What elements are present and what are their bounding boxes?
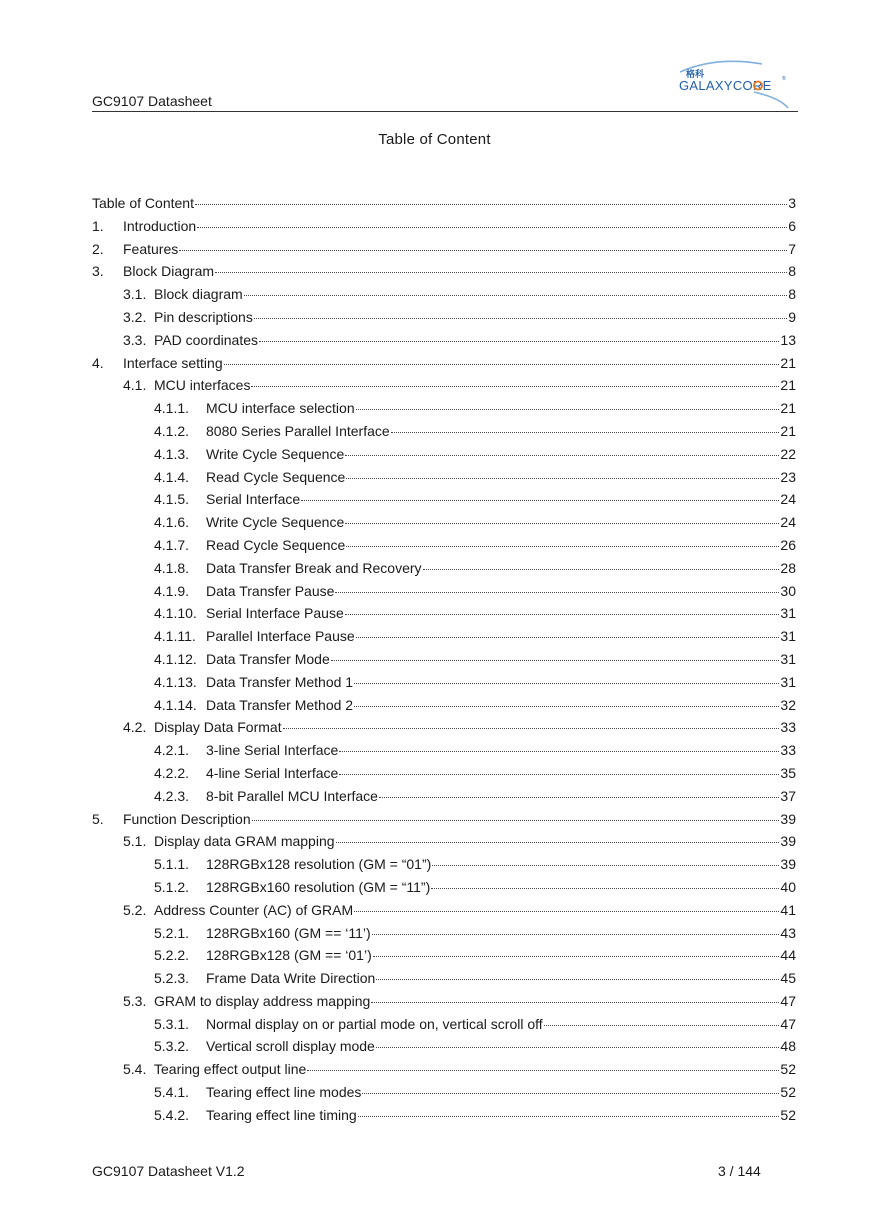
toc-entry-title: Display Data Format xyxy=(154,719,282,736)
toc-dot-leader xyxy=(354,910,779,912)
toc-entry-number: 4.1.6. xyxy=(154,514,190,531)
toc-entry[interactable] xyxy=(92,192,796,215)
toc-entry-title: Interface setting xyxy=(123,354,223,371)
toc-entry-title: Frame Data Write Direction xyxy=(206,970,376,987)
toc-entry[interactable] xyxy=(92,215,796,238)
toc-entry-page: 23 xyxy=(780,468,796,485)
toc-entry-number: 5. xyxy=(92,810,104,827)
toc-dot-leader xyxy=(379,796,779,798)
toc-entry-page: 30 xyxy=(780,582,796,599)
toc-entry-number: 4.1.9. xyxy=(154,582,190,599)
toc-entry[interactable] xyxy=(92,374,796,397)
toc-entry-title: GRAM to display address mapping xyxy=(154,992,371,1009)
toc-entry-number: 4.1.1. xyxy=(154,400,190,417)
toc-dot-leader xyxy=(259,340,779,342)
toc-entry-title: Read Cycle Sequence xyxy=(206,468,346,485)
toc-entry[interactable] xyxy=(92,944,796,967)
toc-entry-page: 52 xyxy=(780,1061,796,1078)
toc-entry[interactable] xyxy=(92,694,796,717)
toc-entry-page: 47 xyxy=(780,1015,796,1032)
toc-dot-leader xyxy=(195,203,787,205)
toc-entry[interactable] xyxy=(92,352,796,375)
toc-dot-leader xyxy=(215,271,787,273)
toc-entry-page: 21 xyxy=(780,354,796,371)
toc-entry[interactable] xyxy=(92,671,796,694)
toc-entry-page: 26 xyxy=(780,536,796,553)
toc-entry-title: Data Transfer Mode xyxy=(206,650,330,667)
toc-entry-number: 5.3.2. xyxy=(154,1038,190,1055)
toc-entry[interactable] xyxy=(92,922,796,945)
toc-entry-number: 5.2.2. xyxy=(154,947,190,964)
toc-dot-leader xyxy=(252,819,780,821)
toc-entry-page: 33 xyxy=(780,719,796,736)
toc-entry[interactable] xyxy=(92,557,796,580)
toc-entry-number: 5.4. xyxy=(123,1061,147,1078)
toc-entry-number: 3.2. xyxy=(123,308,147,325)
toc-entry-page: 39 xyxy=(780,856,796,873)
toc-entry-page: 52 xyxy=(780,1106,796,1123)
toc-entry-number: 4.1.4. xyxy=(154,468,190,485)
toc-entry[interactable] xyxy=(92,511,796,534)
toc-entry-title: Data Transfer Pause xyxy=(206,582,335,599)
toc-entry-title: 8-bit Parallel MCU Interface xyxy=(206,787,378,804)
toc-entry-number: 4.1.12. xyxy=(154,650,197,667)
toc-entry-title: Write Cycle Sequence xyxy=(206,514,345,531)
toc-entry-number: 4.2.2. xyxy=(154,764,190,781)
toc-entry-page: 24 xyxy=(780,491,796,508)
toc-dot-leader xyxy=(345,522,779,524)
toc-entry[interactable] xyxy=(92,716,796,739)
toc-entry-title: 128RGBx128 (GM == ‘01’) xyxy=(206,947,372,964)
toc-entry-number: 4.1.2. xyxy=(154,422,190,439)
toc-dot-leader xyxy=(356,636,780,638)
toc-dot-leader xyxy=(376,1046,780,1048)
toc-entry-number: 4. xyxy=(92,354,104,371)
toc-dot-leader xyxy=(376,978,779,980)
toc-entry-page: 37 xyxy=(780,787,796,804)
toc-entry-number: 4.1.11. xyxy=(154,628,196,645)
toc-entry[interactable] xyxy=(92,808,796,831)
toc-entry[interactable] xyxy=(92,1058,796,1081)
toc-dot-leader xyxy=(345,454,779,456)
toc-dot-leader xyxy=(371,1001,779,1003)
toc-entry-page: 28 xyxy=(780,559,796,576)
logo-text: GALAXYCORE xyxy=(679,78,772,93)
toc-dot-leader xyxy=(197,226,787,228)
toc-entry-number: 4.1.10. xyxy=(154,605,197,622)
toc-dot-leader xyxy=(358,1115,780,1117)
toc-entry-title: Data Transfer Break and Recovery xyxy=(206,559,422,576)
toc-entry-title: MCU interface selection xyxy=(206,400,355,417)
toc-entry-title: Serial Interface Pause xyxy=(206,605,344,622)
toc-entry-number: 1. xyxy=(92,217,104,234)
toc-dot-leader xyxy=(244,294,788,296)
toc-entry-number: 5.2.3. xyxy=(154,970,190,987)
toc-entry[interactable] xyxy=(92,625,796,648)
toc-entry[interactable] xyxy=(92,397,796,420)
toc-dot-leader xyxy=(346,545,779,547)
toc-dot-leader xyxy=(179,249,787,251)
toc-entry-number: 4.1.14. xyxy=(154,696,197,713)
toc-entry[interactable] xyxy=(92,580,796,603)
page-title: Table of Content xyxy=(378,131,491,148)
toc-entry-page: 43 xyxy=(780,924,796,941)
toc-entry[interactable] xyxy=(92,990,796,1013)
toc-entry-number: 4.1.3. xyxy=(154,445,190,462)
toc-entry-page: 39 xyxy=(780,810,796,827)
toc-entry-page: 39 xyxy=(780,833,796,850)
toc-entry-number: 4.1. xyxy=(123,377,147,394)
toc-entry-title: Display data GRAM mapping xyxy=(154,833,335,850)
toc-dot-leader xyxy=(336,841,780,843)
toc-entry-title: 4-line Serial Interface xyxy=(206,764,339,781)
toc-dot-leader xyxy=(254,317,787,319)
toc-entry-number: 4.2.1. xyxy=(154,742,190,759)
toc-dot-leader xyxy=(423,568,780,570)
toc-entry-title: Address Counter (AC) of GRAM xyxy=(154,901,354,918)
toc-entry-page: 31 xyxy=(780,605,796,622)
toc-dot-leader xyxy=(339,750,779,752)
toc-entry[interactable] xyxy=(92,488,796,511)
toc-entry-number: 3. xyxy=(92,263,104,280)
toc-entry-number: 2. xyxy=(92,240,104,257)
toc-entry[interactable] xyxy=(92,876,796,899)
toc-entry-number: 5.3. xyxy=(123,992,147,1009)
toc-entry-number: 4.1.7. xyxy=(154,536,190,553)
toc-entry[interactable] xyxy=(92,534,796,557)
toc-entry-title: Read Cycle Sequence xyxy=(206,536,346,553)
footer-page-indicator: 3 / 144 xyxy=(718,1163,761,1179)
toc-entry[interactable] xyxy=(92,1104,796,1127)
toc-entry-page: 6 xyxy=(788,217,796,234)
toc-dot-leader xyxy=(224,363,780,365)
toc-dot-leader xyxy=(346,477,779,479)
toc-entry-number: 4.2.3. xyxy=(154,787,190,804)
toc-entry-number: 5.1. xyxy=(123,833,147,850)
toc-entry[interactable] xyxy=(92,238,796,261)
toc-dot-leader xyxy=(372,933,780,935)
toc-entry[interactable] xyxy=(92,420,796,443)
toc-entry-title: Features xyxy=(123,240,179,257)
toc-entry-number: 4.1.8. xyxy=(154,559,190,576)
toc-entry-title: Block diagram xyxy=(154,286,243,303)
toc-entry-title: Data Transfer Method 2 xyxy=(206,696,354,713)
toc-entry[interactable] xyxy=(92,466,796,489)
toc-entry-title: Serial Interface xyxy=(206,491,301,508)
toc-entry-page: 24 xyxy=(780,514,796,531)
logo-cn-text: 格科 xyxy=(686,70,705,80)
toc-entry-page: 35 xyxy=(780,764,796,781)
toc-entry[interactable] xyxy=(92,785,796,808)
toc-entry-page: 41 xyxy=(780,901,796,918)
toc-dot-leader xyxy=(283,727,780,729)
toc-entry-title: PAD coordinates xyxy=(154,331,259,348)
toc-entry-page: 48 xyxy=(780,1038,796,1055)
toc-entry[interactable] xyxy=(92,283,796,306)
toc-entry[interactable] xyxy=(92,899,796,922)
toc-entry[interactable] xyxy=(92,602,796,625)
toc-entry-page: 47 xyxy=(780,992,796,1009)
toc-entry-title: Tearing effect line timing xyxy=(206,1106,357,1123)
toc-entry-number: 3.1. xyxy=(123,286,147,303)
toc-entry-page: 21 xyxy=(780,422,796,439)
toc-entry-page: 31 xyxy=(780,628,796,645)
toc-dot-leader xyxy=(354,682,779,684)
toc-entry[interactable] xyxy=(92,853,796,876)
toc-entry-title: Write Cycle Sequence xyxy=(206,445,345,462)
toc-dot-leader xyxy=(432,864,779,866)
toc-entry-title: Table of Content xyxy=(92,195,194,211)
toc-dot-leader xyxy=(251,385,779,387)
toc-entry-number: 5.1.2. xyxy=(154,878,190,895)
toc-entry-title: Normal display on or partial mode on, vertical scroll off xyxy=(206,1015,543,1032)
toc-dot-leader xyxy=(362,1092,779,1094)
toc-entry-page: 44 xyxy=(780,947,796,964)
toc-dot-leader xyxy=(431,887,779,889)
toc-entry-title: Tearing effect output line xyxy=(154,1061,307,1078)
toc-entry[interactable] xyxy=(92,967,796,990)
toc-dot-leader xyxy=(331,659,780,661)
toc-dot-leader xyxy=(356,408,780,410)
toc-entry-number: 5.4.1. xyxy=(154,1084,190,1101)
toc-entry-title: Tearing effect line modes xyxy=(206,1084,362,1101)
toc-entry-title: 8080 Series Parallel Interface xyxy=(206,422,390,439)
toc-entry-title: Introduction xyxy=(123,217,197,234)
toc-dot-leader xyxy=(307,1069,779,1071)
toc-entry[interactable] xyxy=(92,260,796,283)
toc-entry-page: 8 xyxy=(788,263,796,280)
toc-entry[interactable] xyxy=(92,1081,796,1104)
footer-doc-version: GC9107 Datasheet V1.2 xyxy=(92,1163,245,1179)
toc-entry-title: Pin descriptions xyxy=(154,308,253,325)
toc-entry-page: 9 xyxy=(788,308,796,325)
toc-entry[interactable] xyxy=(92,306,796,329)
toc-entry-page: 31 xyxy=(780,673,796,690)
toc-dot-leader xyxy=(345,613,780,615)
toc-entry[interactable] xyxy=(92,648,796,671)
galaxycore-logo-icon xyxy=(676,58,792,110)
toc-entry[interactable] xyxy=(92,1035,796,1058)
toc-entry-title: 3-line Serial Interface xyxy=(206,742,339,759)
toc-entry-number: 4.1.5. xyxy=(154,491,190,508)
toc-entry[interactable] xyxy=(92,443,796,466)
logo-reg-mark: ® xyxy=(782,76,786,82)
toc-entry-title: 128RGBx160 (GM == ‘11’) xyxy=(206,924,371,941)
toc-entry-page: 8 xyxy=(788,286,796,303)
toc-entry-title: 128RGBx160 resolution (GM = “11”) xyxy=(206,878,431,895)
toc-entry-page: 31 xyxy=(780,650,796,667)
toc-entry[interactable] xyxy=(92,830,796,853)
toc-entry-title: MCU interfaces xyxy=(154,377,251,394)
toc-entry-number: 5.2.1. xyxy=(154,924,190,941)
toc-entry-page: 7 xyxy=(788,240,796,257)
toc-dot-leader xyxy=(301,499,779,501)
table-of-contents xyxy=(92,192,796,1127)
toc-entry-number: 4.2. xyxy=(123,719,147,736)
toc-dot-leader xyxy=(335,591,779,593)
toc-entry-number: 5.2. xyxy=(123,901,147,918)
toc-entry[interactable] xyxy=(92,739,796,762)
toc-entry[interactable] xyxy=(92,329,796,352)
toc-entry-page: 13 xyxy=(780,331,796,348)
toc-entry-title: 128RGBx128 resolution (GM = “01”) xyxy=(206,856,432,873)
toc-entry-page: 21 xyxy=(780,400,796,417)
toc-entry-page: 52 xyxy=(780,1084,796,1101)
toc-entry-title: Block Diagram xyxy=(123,263,215,280)
toc-dot-leader xyxy=(544,1024,780,1026)
toc-dot-leader xyxy=(391,431,780,433)
toc-entry-number: 5.3.1. xyxy=(154,1015,190,1032)
toc-entry-number: 5.4.2. xyxy=(154,1106,190,1123)
toc-entry[interactable] xyxy=(92,1013,796,1036)
toc-entry-number: 4.1.13. xyxy=(154,673,197,690)
toc-entry-number: 5.1.1. xyxy=(154,856,190,873)
toc-entry-page: 32 xyxy=(780,696,796,713)
toc-entry-page: 3 xyxy=(788,195,796,211)
toc-entry-page: 22 xyxy=(780,445,796,462)
toc-dot-leader xyxy=(354,705,779,707)
toc-entry-page: 40 xyxy=(780,878,796,895)
toc-dot-leader xyxy=(373,955,780,957)
toc-entry-number: 3.3. xyxy=(123,331,147,348)
header-divider xyxy=(92,111,798,112)
toc-entry-title: Function Description xyxy=(123,810,251,827)
toc-entry-title: Vertical scroll display mode xyxy=(206,1038,375,1055)
toc-entry-page: 33 xyxy=(780,742,796,759)
toc-entry[interactable] xyxy=(92,762,796,785)
toc-entry-page: 45 xyxy=(780,970,796,987)
toc-entry-page: 21 xyxy=(780,377,796,394)
toc-entry-title: Data Transfer Method 1 xyxy=(206,673,354,690)
header-title: GC9107 Datasheet xyxy=(92,93,212,109)
toc-dot-leader xyxy=(339,773,779,775)
toc-entry-title: Parallel Interface Pause xyxy=(206,628,355,645)
